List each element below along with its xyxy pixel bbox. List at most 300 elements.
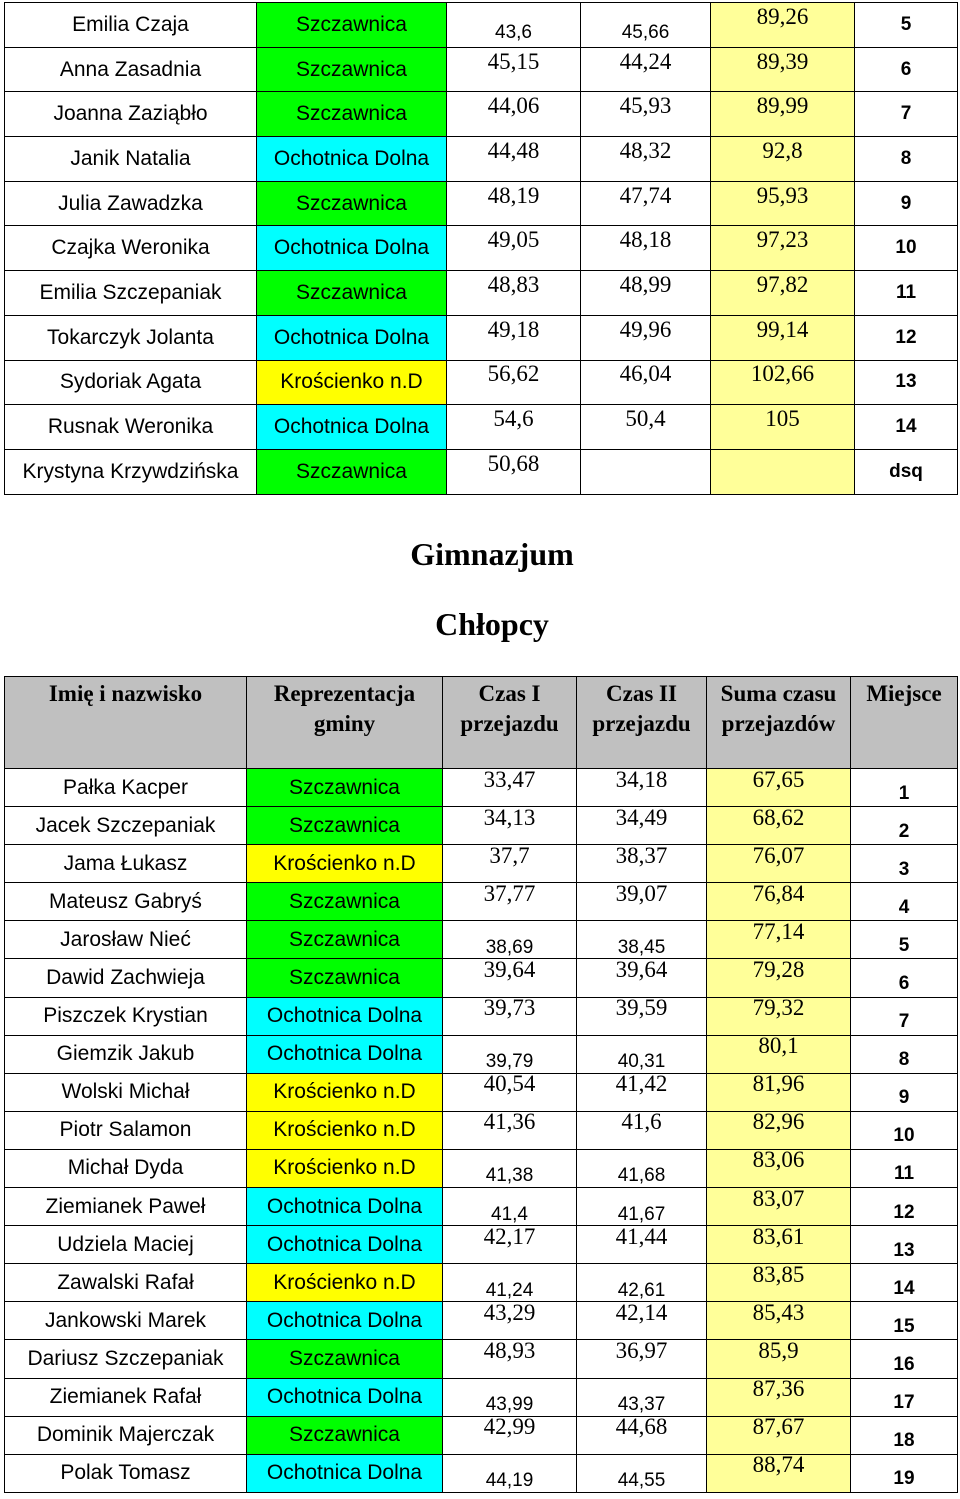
time-sum: 102,66 <box>750 361 815 387</box>
time-first-run: 40,54 <box>483 1073 536 1097</box>
athlete-name: Joanna Zaziąbło <box>53 102 208 126</box>
header-row <box>5 677 958 769</box>
table-row <box>5 181 958 226</box>
group-title: Chłopcy <box>435 606 549 642</box>
table-row <box>5 226 958 271</box>
table-row <box>5 1226 958 1264</box>
time-sum: 88,74 <box>752 1454 805 1478</box>
place-cell <box>851 1454 958 1492</box>
athlete-name-cell <box>5 181 257 226</box>
place: dsq <box>889 460 923 482</box>
municipality: Ochotnica Dolna <box>266 1194 423 1218</box>
time-first-run-cell <box>443 1264 577 1302</box>
time-sum-cell <box>711 92 855 137</box>
time-first-run-cell <box>443 1226 577 1264</box>
athlete-name: Jama Łukasz <box>63 851 188 875</box>
time-second-run-cell <box>577 1264 707 1302</box>
time-second-run: 48,18 <box>619 227 672 253</box>
time-second-run-cell <box>577 845 707 883</box>
athlete-name-cell <box>5 3 257 48</box>
athlete-name: Udziela Maciej <box>57 1232 194 1256</box>
time-second-run: 48,32 <box>619 137 672 163</box>
athlete-name-cell <box>5 271 257 316</box>
time-second-run-cell <box>577 1035 707 1073</box>
time-first-run-cell <box>443 1454 577 1492</box>
athlete-name: Ziemianek Paweł <box>45 1194 206 1218</box>
municipality: Ochotnica Dolna <box>266 1004 423 1028</box>
time-second-run: 38,45 <box>617 936 666 958</box>
place-cell <box>855 315 958 360</box>
time-first-run: 42,99 <box>483 1416 536 1440</box>
time-first-run: 48,93 <box>483 1339 536 1363</box>
time-first-run: 39,64 <box>483 958 536 983</box>
place: 7 <box>898 1011 910 1033</box>
time-first-run: 41,4 <box>491 1203 528 1225</box>
athlete-name-cell <box>5 226 257 271</box>
athlete-name: Jarosław Nieć <box>60 927 191 951</box>
time-second-run: 40,31 <box>617 1051 666 1073</box>
table-row <box>5 1340 958 1378</box>
place-cell <box>851 997 958 1035</box>
municipality: Szczawnica <box>289 1423 400 1447</box>
time-second-run-cell <box>577 769 707 807</box>
time-first-run: 39,79 <box>485 1051 534 1073</box>
place: 11 <box>893 1163 915 1185</box>
place-cell <box>855 360 958 405</box>
municipality: Szczawnica <box>289 1346 400 1370</box>
place: 3 <box>898 858 910 880</box>
time-first-run-cell <box>443 845 577 883</box>
municipality-cell <box>247 1073 443 1111</box>
athlete-name: Pałka Kacper <box>63 775 188 799</box>
table-row <box>5 405 958 450</box>
time-first-run: 43,29 <box>483 1301 536 1325</box>
place-cell <box>855 271 958 316</box>
athlete-name-cell <box>5 1226 247 1264</box>
athlete-name: Jankowski Marek <box>44 1308 207 1332</box>
place-cell <box>851 1035 958 1073</box>
municipality: Ochotnica Dolna <box>266 1232 423 1256</box>
time-first-run: 37,7 <box>489 844 530 868</box>
time-first-run-cell <box>443 1378 577 1416</box>
place-cell <box>851 845 958 883</box>
time-sum-cell <box>711 315 855 360</box>
time-sum-cell <box>707 1149 851 1187</box>
time-first-run-cell <box>447 181 581 226</box>
table-row <box>5 1454 958 1492</box>
municipality-cell <box>247 959 443 997</box>
time-second-run-cell <box>581 226 711 271</box>
table-row <box>5 1378 958 1416</box>
place: 16 <box>893 1353 915 1375</box>
table-row <box>5 1264 958 1302</box>
table-row <box>5 921 958 959</box>
time-second-run: 39,64 <box>615 958 668 983</box>
municipality-cell <box>247 769 443 807</box>
time-sum: 97,23 <box>756 227 809 253</box>
place: 10 <box>895 237 917 259</box>
athlete-name-cell <box>5 1111 247 1149</box>
table-row <box>5 997 958 1035</box>
time-second-run-cell <box>577 997 707 1035</box>
table-row <box>5 1035 958 1073</box>
time-second-run: 44,55 <box>617 1470 666 1492</box>
table-row <box>5 271 958 316</box>
time-second-run-cell <box>581 92 711 137</box>
municipality: Szczawnica <box>296 459 407 483</box>
athlete-name-cell <box>5 1416 247 1454</box>
time-sum-cell <box>711 3 855 48</box>
municipality: Ochotnica Dolna <box>266 1308 423 1332</box>
athlete-name-cell <box>5 807 247 845</box>
time-first-run: 49,05 <box>487 227 540 253</box>
time-first-run-cell <box>443 1035 577 1073</box>
athlete-name-cell <box>5 137 257 182</box>
time-second-run: 42,14 <box>615 1301 668 1325</box>
place: 8 <box>898 1049 910 1071</box>
municipality-cell <box>257 271 447 316</box>
time-second-run-cell <box>581 3 711 48</box>
table-row <box>5 47 958 92</box>
time-sum-cell <box>707 1073 851 1111</box>
time-sum-cell <box>707 769 851 807</box>
athlete-name-cell <box>5 1188 247 1226</box>
time-sum-cell <box>707 1340 851 1378</box>
athlete-name-cell <box>5 1454 247 1492</box>
time-first-run: 48,19 <box>487 182 540 208</box>
municipality-cell <box>247 1454 443 1492</box>
time-second-run-cell <box>577 1149 707 1187</box>
place-cell <box>855 3 958 48</box>
place-cell <box>855 137 958 182</box>
time-second-run: 50,4 <box>625 406 666 432</box>
time-sum-cell <box>707 1035 851 1073</box>
athlete-name: Polak Tomasz <box>60 1461 191 1485</box>
municipality-cell <box>257 47 447 92</box>
time-first-run-cell <box>443 1340 577 1378</box>
time-first-run: 54,6 <box>493 406 534 432</box>
place-cell <box>851 769 958 807</box>
time-second-run-cell <box>577 1226 707 1264</box>
time-sum-cell <box>711 360 855 405</box>
time-first-run: 43,99 <box>485 1394 534 1416</box>
athlete-name-cell <box>5 1035 247 1073</box>
time-second-run-cell <box>577 1340 707 1378</box>
time-second-run-cell <box>577 883 707 921</box>
athlete-name-cell <box>5 1264 247 1302</box>
time-second-run-cell <box>581 360 711 405</box>
athlete-name-cell <box>5 315 257 360</box>
time-sum-cell <box>707 1226 851 1264</box>
time-sum: 87,36 <box>752 1378 805 1402</box>
municipality-cell <box>247 1264 443 1302</box>
time-second-run: 34,18 <box>615 768 668 792</box>
municipality-cell <box>247 1340 443 1378</box>
time-sum: 80,1 <box>758 1035 799 1059</box>
header-place: Miejsce <box>851 677 958 769</box>
time-sum: 83,06 <box>752 1149 805 1173</box>
header-name: Imię i nazwisko <box>5 677 247 769</box>
time-sum: 85,43 <box>752 1301 805 1325</box>
time-sum-cell <box>711 226 855 271</box>
time-sum: 79,28 <box>752 958 805 983</box>
municipality-cell <box>257 92 447 137</box>
time-sum: 99,14 <box>756 316 809 342</box>
athlete-name-cell <box>5 1302 247 1340</box>
athlete-name: Julia Zawadzka <box>58 191 203 215</box>
time-first-run-cell <box>443 1073 577 1111</box>
time-first-run-cell <box>447 47 581 92</box>
athlete-name-cell <box>5 1149 247 1187</box>
time-first-run-cell <box>443 807 577 845</box>
place-cell <box>855 449 958 494</box>
athlete-name-cell <box>5 1378 247 1416</box>
time-sum: 89,99 <box>756 93 809 119</box>
table-row <box>5 1073 958 1111</box>
time-sum: 79,32 <box>752 997 805 1021</box>
municipality-cell <box>257 360 447 405</box>
time-sum: 89,39 <box>756 48 809 74</box>
time-first-run: 44,19 <box>485 1470 534 1492</box>
time-first-run: 48,83 <box>487 271 540 297</box>
time-sum-cell <box>707 1111 851 1149</box>
time-sum: 83,07 <box>752 1187 805 1211</box>
time-sum-cell <box>707 1264 851 1302</box>
municipality: Szczawnica <box>289 775 400 799</box>
athlete-name-cell <box>5 1340 247 1378</box>
time-second-run: 44,24 <box>619 48 672 74</box>
municipality-cell <box>257 137 447 182</box>
place-cell <box>851 1073 958 1111</box>
municipality-cell <box>247 1302 443 1340</box>
municipality-cell <box>257 449 447 494</box>
athlete-name: Sydoriak Agata <box>59 370 202 394</box>
municipality: Szczawnica <box>296 191 407 215</box>
table-row <box>5 3 958 48</box>
time-first-run: 34,13 <box>483 806 536 830</box>
place-cell <box>855 181 958 226</box>
time-second-run: 39,59 <box>615 997 668 1021</box>
time-sum-cell <box>707 1416 851 1454</box>
time-second-run-cell <box>577 1073 707 1111</box>
time-second-run: 34,49 <box>615 806 668 830</box>
athlete-name: Janik Natalia <box>70 146 191 170</box>
table-row <box>5 315 958 360</box>
time-first-run-cell <box>443 769 577 807</box>
time-first-run: 33,47 <box>483 768 536 792</box>
time-second-run: 41,6 <box>621 1111 662 1135</box>
time-sum: 81,96 <box>752 1073 805 1097</box>
municipality: Ochotnica Dolna <box>273 236 430 260</box>
place: 14 <box>893 1277 915 1299</box>
time-sum-cell <box>707 921 851 959</box>
time-second-run-cell <box>577 1302 707 1340</box>
time-second-run: 41,67 <box>617 1203 666 1225</box>
time-sum: 92,8 <box>762 137 803 163</box>
time-second-run-cell <box>581 137 711 182</box>
table-row <box>5 1149 958 1187</box>
athlete-name: Piszczek Krystian <box>43 1004 208 1028</box>
time-first-run: 39,73 <box>483 997 536 1021</box>
municipality-cell <box>247 883 443 921</box>
place-cell <box>851 959 958 997</box>
header-time-2: Czas II przejazdu <box>577 677 707 769</box>
time-second-run: 48,99 <box>619 271 672 297</box>
municipality: Szczawnica <box>296 102 407 126</box>
municipality-cell <box>247 1149 443 1187</box>
time-first-run: 37,77 <box>483 882 536 906</box>
time-sum: 68,62 <box>752 806 805 830</box>
municipality-cell <box>257 315 447 360</box>
time-sum-cell <box>711 449 855 494</box>
place-cell <box>855 47 958 92</box>
time-first-run-cell <box>447 226 581 271</box>
time-first-run: 38,69 <box>485 936 534 958</box>
municipality: Szczawnica <box>289 927 400 951</box>
time-first-run-cell <box>443 1416 577 1454</box>
athlete-name: Tokarczyk Jolanta <box>47 325 214 349</box>
municipality: Krościenko n.D <box>273 851 416 875</box>
time-sum-cell <box>707 959 851 997</box>
place: 6 <box>900 58 912 80</box>
place: 13 <box>893 1239 915 1261</box>
section-title: Gimnazjum <box>410 536 574 572</box>
place-cell <box>851 1188 958 1226</box>
time-second-run: 36,97 <box>615 1339 668 1363</box>
time-second-run-cell <box>581 181 711 226</box>
table-row <box>5 1111 958 1149</box>
time-first-run-cell <box>447 137 581 182</box>
place: 9 <box>898 1087 910 1109</box>
time-second-run-cell <box>581 271 711 316</box>
municipality: Ochotnica Dolna <box>273 146 430 170</box>
place: 18 <box>893 1430 915 1452</box>
place: 5 <box>898 934 910 956</box>
place-cell <box>855 405 958 450</box>
athlete-name-cell <box>5 47 257 92</box>
time-sum-cell <box>707 1454 851 1492</box>
place-cell <box>851 1149 958 1187</box>
municipality-cell <box>247 1378 443 1416</box>
municipality-cell <box>247 921 443 959</box>
time-first-run: 50,68 <box>487 450 540 476</box>
table-row <box>5 92 958 137</box>
athlete-name: Rusnak Weronika <box>47 415 214 439</box>
time-second-run: 43,37 <box>617 1394 666 1416</box>
time-first-run-cell <box>447 449 581 494</box>
athlete-name: Jacek Szczepaniak <box>35 813 216 837</box>
athlete-name: Mateusz Gabryś <box>49 889 202 913</box>
place-cell <box>851 1340 958 1378</box>
time-second-run: 44,68 <box>615 1416 668 1440</box>
athlete-name: Emilia Czaja <box>72 12 189 36</box>
municipality: Krościenko n.D <box>280 370 423 394</box>
time-first-run-cell <box>447 315 581 360</box>
time-first-run-cell <box>443 1111 577 1149</box>
time-second-run-cell <box>581 47 711 92</box>
municipality-cell <box>247 807 443 845</box>
time-second-run-cell <box>581 315 711 360</box>
place-cell <box>851 807 958 845</box>
time-first-run: 56,62 <box>487 361 540 387</box>
place-cell <box>851 1111 958 1149</box>
results-table-boys <box>4 676 958 1493</box>
place: 4 <box>898 896 910 918</box>
results-table-boys-body <box>5 677 958 1493</box>
time-sum-cell <box>711 271 855 316</box>
time-sum: 82,96 <box>752 1111 805 1135</box>
municipality: Krościenko n.D <box>273 1270 416 1294</box>
time-first-run: 49,18 <box>487 316 540 342</box>
place-cell <box>851 1416 958 1454</box>
municipality-cell <box>257 405 447 450</box>
municipality: Szczawnica <box>289 813 400 837</box>
time-first-run: 44,06 <box>487 93 540 119</box>
place: 12 <box>893 1201 915 1223</box>
athlete-name: Czajka Weronika <box>51 236 210 260</box>
time-first-run-cell <box>443 959 577 997</box>
time-first-run-cell <box>443 997 577 1035</box>
table-row <box>5 360 958 405</box>
athlete-name-cell <box>5 92 257 137</box>
athlete-name-cell <box>5 405 257 450</box>
time-first-run: 41,38 <box>485 1165 534 1187</box>
time-second-run-cell <box>577 1188 707 1226</box>
athlete-name-cell <box>5 769 247 807</box>
place: 14 <box>895 416 917 438</box>
athlete-name: Dominik Majerczak <box>36 1423 215 1447</box>
municipality-cell <box>247 1188 443 1226</box>
results-table-girls-body <box>5 3 958 495</box>
time-first-run-cell <box>443 883 577 921</box>
time-second-run: 47,74 <box>619 182 672 208</box>
time-sum: 83,85 <box>752 1263 805 1287</box>
athlete-name-cell <box>5 845 247 883</box>
table-row <box>5 807 958 845</box>
table-row <box>5 959 958 997</box>
municipality: Szczawnica <box>289 966 400 990</box>
time-second-run-cell <box>577 1378 707 1416</box>
time-sum: 89,26 <box>756 3 809 29</box>
place: 1 <box>898 782 910 804</box>
athlete-name-cell <box>5 1073 247 1111</box>
time-first-run: 45,15 <box>487 48 540 74</box>
time-second-run: 41,68 <box>617 1165 666 1187</box>
place-cell <box>851 1264 958 1302</box>
time-first-run-cell <box>443 921 577 959</box>
time-second-run-cell <box>581 449 711 494</box>
time-second-run: 45,66 <box>621 21 670 43</box>
time-second-run: 49,96 <box>619 316 672 342</box>
athlete-name: Krystyna Krzywdzińska <box>22 459 239 483</box>
time-sum: 95,93 <box>756 182 809 208</box>
municipality: Ochotnica Dolna <box>273 325 430 349</box>
athlete-name-cell <box>5 360 257 405</box>
table-row <box>5 883 958 921</box>
municipality-cell <box>247 1111 443 1149</box>
place: 19 <box>893 1468 915 1490</box>
athlete-name: Dariusz Szczepaniak <box>27 1346 224 1370</box>
place: 7 <box>900 103 912 125</box>
municipality: Krościenko n.D <box>273 1080 416 1104</box>
time-first-run-cell <box>443 1149 577 1187</box>
athlete-name-cell <box>5 449 257 494</box>
time-first-run: 43,6 <box>495 21 532 43</box>
time-sum: 105 <box>765 406 800 432</box>
place-cell <box>851 883 958 921</box>
time-second-run-cell <box>577 1111 707 1149</box>
municipality-cell <box>247 845 443 883</box>
